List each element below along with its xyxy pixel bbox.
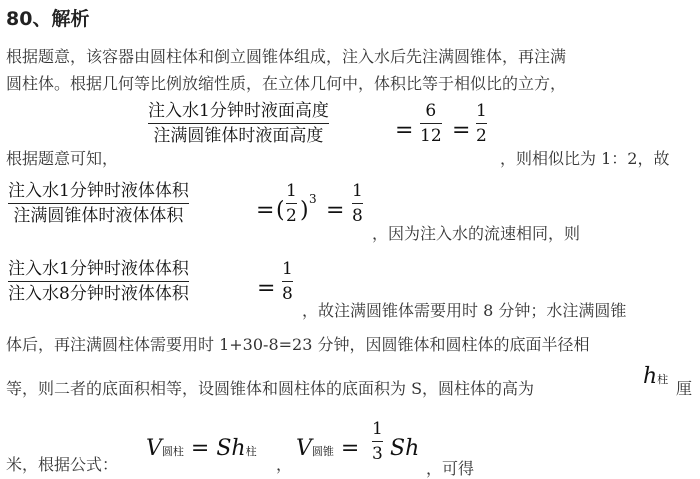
eq1-fraction-bar (148, 123, 329, 124)
h-subscript: 柱 (657, 373, 669, 386)
eq3-f2-num: 1 (282, 259, 293, 279)
eq2-f2-num: 1 (286, 181, 297, 201)
eq1-equals-1: = (395, 118, 414, 143)
text-line-3-prefix: 根据题意可知， (6, 149, 119, 168)
cyl-equals: = (190, 436, 210, 461)
eq2-volume-fraction (8, 180, 189, 227)
eq2-f3-den: 8 (352, 206, 363, 227)
h-column-variable (643, 364, 668, 389)
eq2-equals-2: = (326, 198, 345, 223)
text-line-7-end: 厘 (676, 379, 693, 398)
text-line-8-prefix: 米，根据公式： (6, 455, 119, 474)
eq3-f2-den: 8 (282, 284, 293, 305)
text-line-7: 等，则二者的底面积相等，设圆锥体和圆柱体的底面积为 S，圆柱体的高为 (6, 379, 535, 398)
eq2-f3-num: 1 (352, 181, 363, 201)
cone-fraction-1-3 (372, 418, 383, 465)
eq1-equals-2: = (452, 118, 471, 143)
text-line-6: 体后，再注满圆柱体需要用时 1+30-8=23 分钟，因圆锥体和圆柱体的底面半径相 (6, 335, 590, 354)
eq3-fraction-bar (8, 281, 189, 282)
cone-num: 1 (372, 419, 383, 439)
text-line-4-suffix: ，因为注入水的流速相同，则 (372, 224, 581, 243)
solution-heading: 80、解析 (6, 8, 90, 30)
eq2-paren-open: ( (276, 198, 285, 223)
cone-v-sub: 圆锥 (311, 445, 334, 458)
eq1-height-fraction (148, 100, 329, 147)
cone-rhs (390, 436, 419, 461)
eq2-fraction-bar (8, 203, 189, 204)
text-line-2: 圆柱体。根据几何等比例放缩性质，在立体几何中，体积比等于相似比的立方， (6, 74, 567, 93)
text-line-3-suffix: ，则相似比为 1：2，故 (500, 149, 670, 168)
cone-rhs-sh: Sh (390, 436, 420, 461)
eq2-equals-1: = (256, 198, 275, 223)
eq2-fraction-1-2 (286, 180, 297, 227)
eq3-volume-fraction (8, 258, 189, 305)
cone-volume-lhs (296, 436, 359, 461)
eq3-denominator: 注入水8分钟时液体体积 (8, 284, 189, 305)
eq3-fraction-1-8 (282, 258, 293, 305)
eq1-denominator: 注满圆锥体时液面高度 (153, 126, 324, 147)
eq2-exponent: 3 (309, 192, 317, 206)
h-letter: h (643, 364, 658, 389)
text-line-5-suffix: ，故注满圆锥体需要用时 8 分钟；水注满圆锥 (302, 301, 627, 320)
eq1-f3-num: 1 (476, 101, 487, 121)
eq2-denominator: 注满圆锥体时液体体积 (13, 206, 184, 227)
eq1-f2-num: 6 (425, 101, 437, 121)
eq2-fraction-1-8 (352, 180, 363, 227)
eq1-fraction-6-12 (420, 100, 442, 147)
cone-bar (372, 441, 383, 442)
eq3-numerator: 注入水1分钟时液体体积 (8, 259, 189, 279)
eq1-f2-den: 12 (420, 126, 442, 147)
eq3-f2-bar (282, 281, 293, 282)
eq1-f2-bar (420, 123, 442, 124)
text-line-8-comma: ， (276, 455, 293, 474)
text-line-8-suffix: ，可得 (426, 459, 475, 478)
eq2-f2-bar (286, 203, 297, 204)
eq2-numerator: 注入水1分钟时液体体积 (8, 181, 189, 201)
cone-den: 3 (372, 444, 383, 465)
eq1-numerator: 注入水1分钟时液面高度 (148, 101, 329, 121)
eq2-f3-bar (352, 203, 363, 204)
cylinder-volume-formula (146, 436, 257, 461)
eq1-fraction-1-2 (476, 100, 487, 147)
cyl-v-sub: 圆柱 (161, 445, 184, 458)
cyl-rhs: Sh (216, 436, 246, 461)
cyl-rhs-sub: 柱 (245, 445, 257, 458)
cyl-v: V (146, 436, 162, 461)
eq1-f3-den: 2 (476, 126, 487, 147)
eq1-f3-bar (476, 123, 487, 124)
cone-equals: = (340, 436, 360, 461)
eq2-paren-close: ) (300, 198, 309, 223)
eq3-equals: = (257, 276, 276, 301)
cone-v: V (296, 436, 312, 461)
eq2-f2-den: 2 (286, 206, 297, 227)
text-line-1: 根据题意，该容器由圆柱体和倒立圆锥体组成，注入水后先注满圆锥体，再注满 (6, 47, 567, 66)
